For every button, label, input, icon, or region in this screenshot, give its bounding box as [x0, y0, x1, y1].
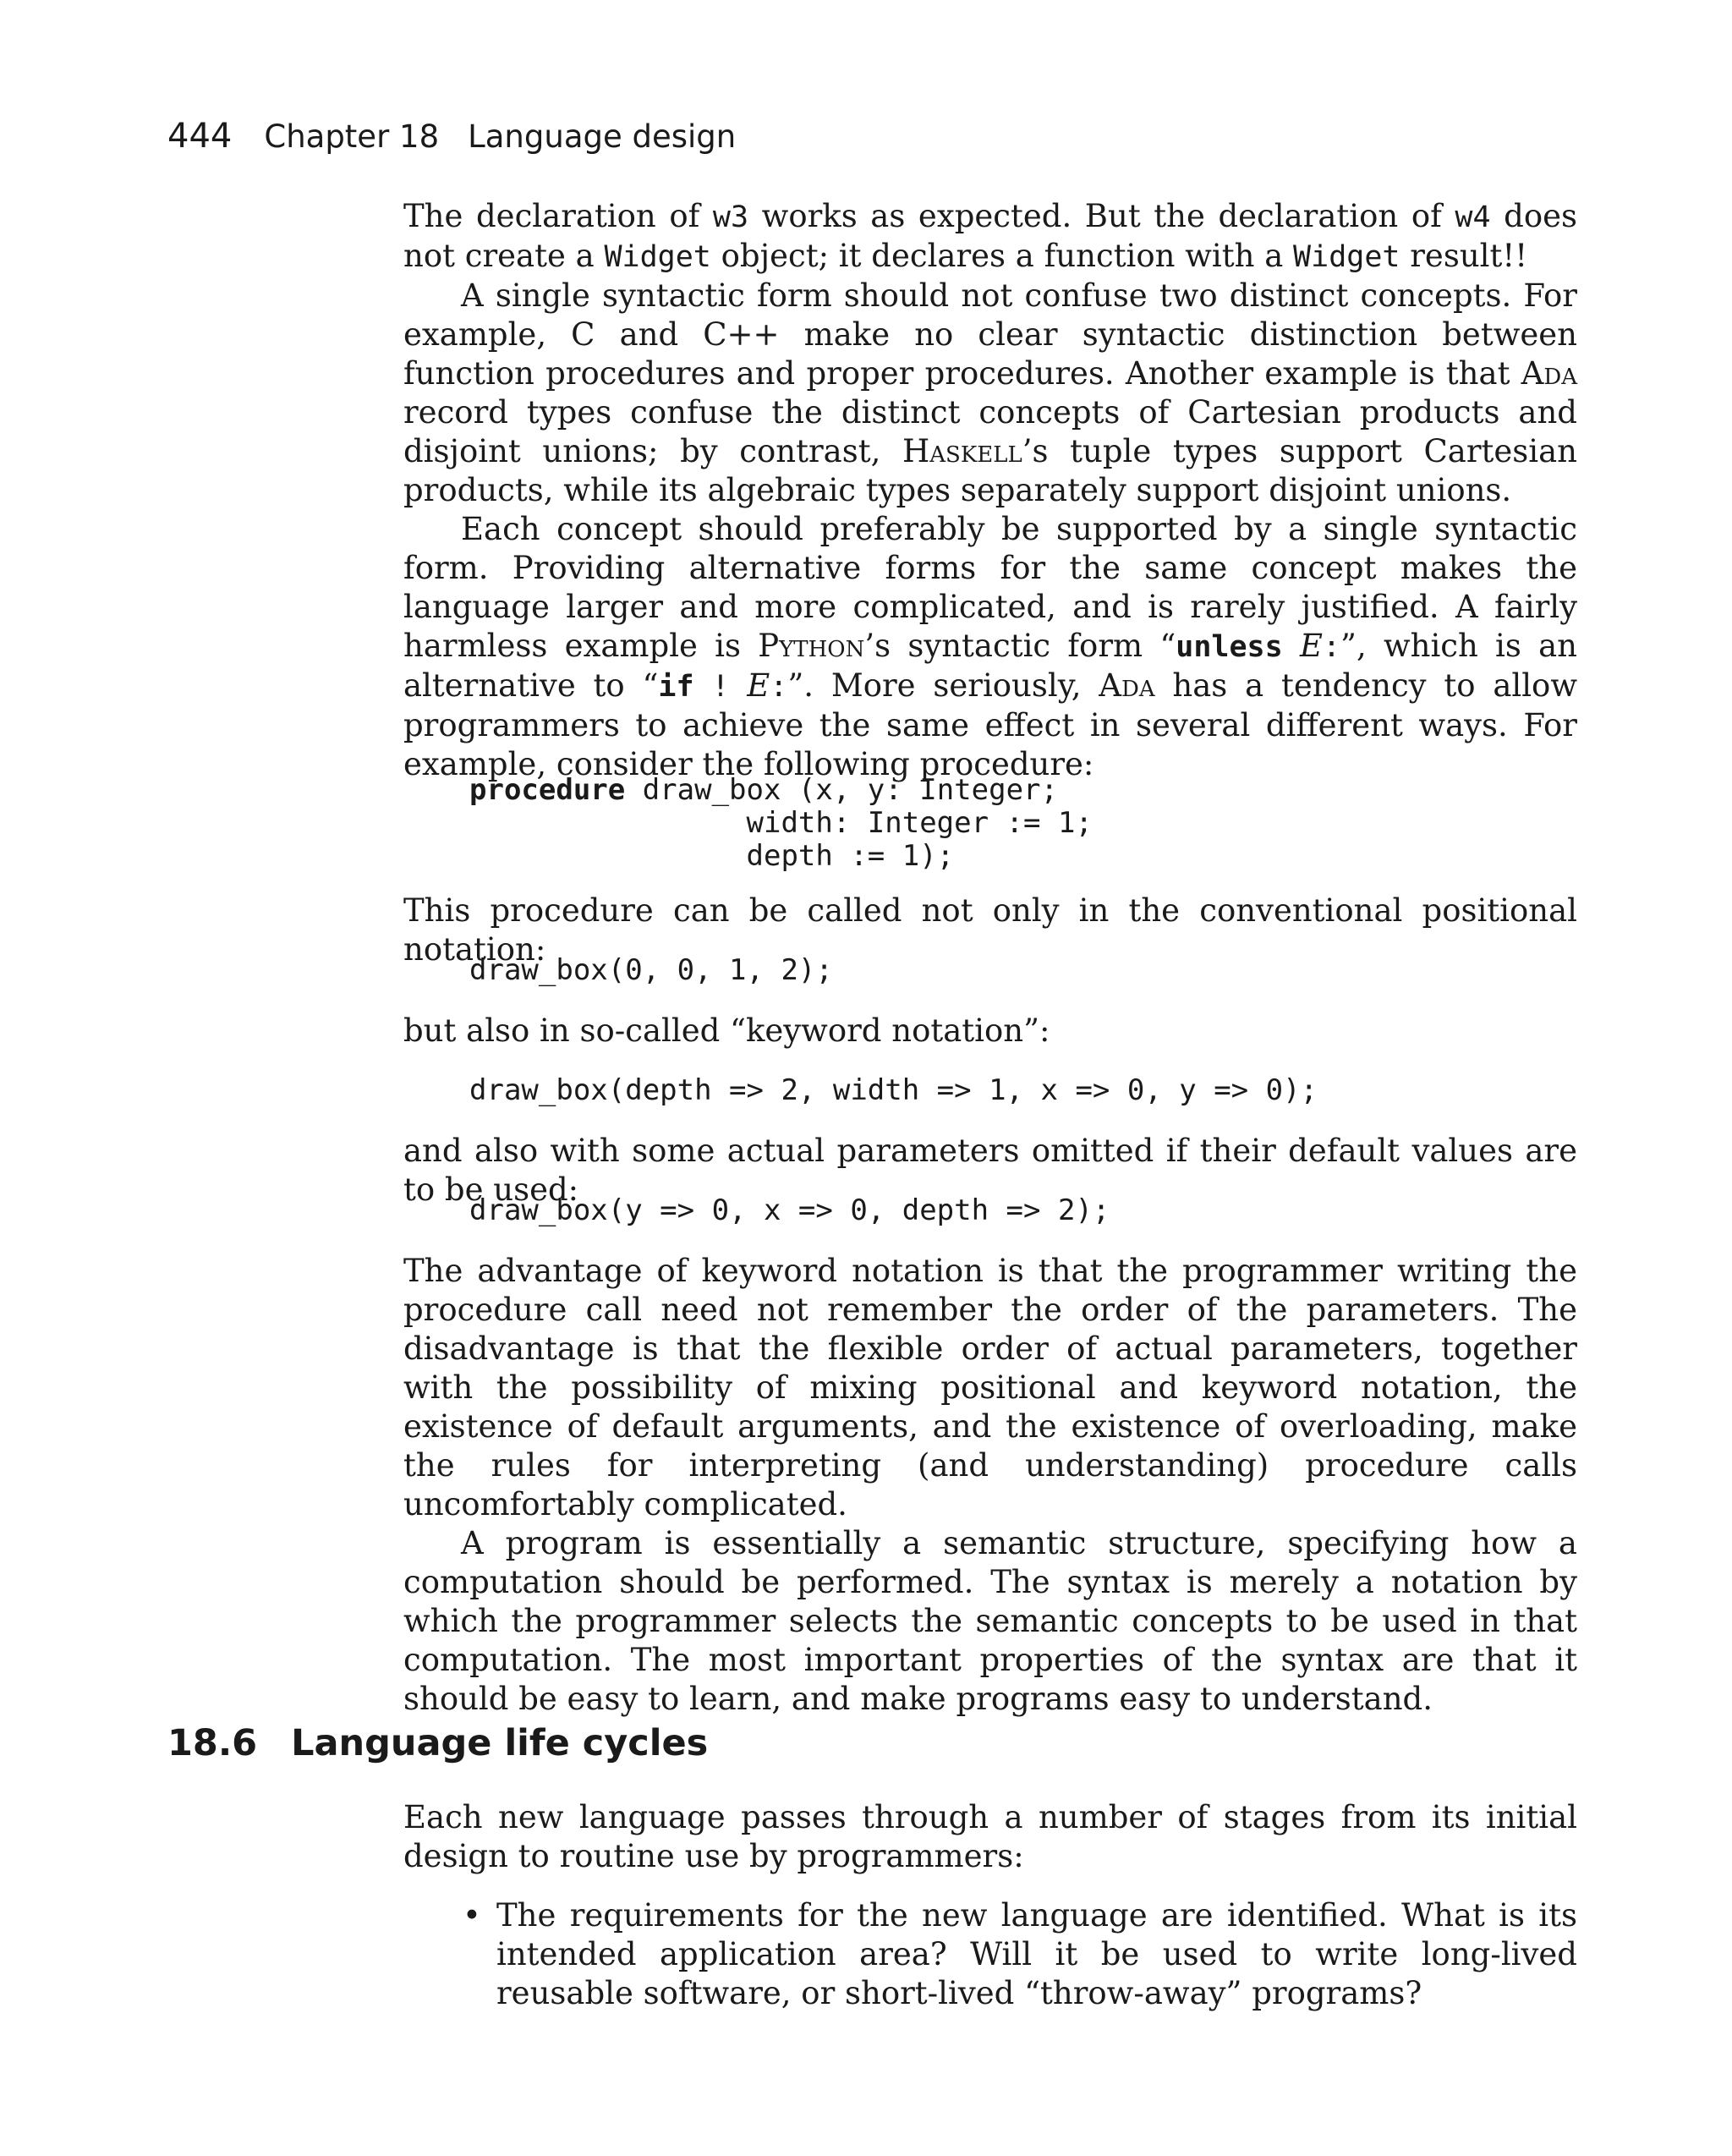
paragraph-semantic-structure: A program is essentially a semantic structure, specifying how a computation should be performed. The syntax is merely a notation by which the programmer selects the semantic concepts to be used in that computation. The most important properties of the syntax are that it should be easy to learn, and make programs easy to understand. [403, 1525, 1577, 1717]
paragraph-advantage: The advantage of keyword notation is that the programmer writing the procedure call need not remember the order of the parameters. The disadvantage is that the flexible order of actual parameters, together with the possibility of mixing positional and keyword notation, the existence of default arguments, and the existence of overloading, make the rules for interpreting (and understanding) procedure calls uncomfortably complicated. [403, 1253, 1577, 1522]
body-text-section [403, 1798, 1577, 2013]
chapter-label: Chapter 18 [264, 118, 440, 155]
paragraph-syntactic-form: A single syntactic form should not confuse two distinct concepts. For example, C and C++ make no clear syntactic distinction between function procedures and proper procedures. Another example is that Ada record types confuse the distinct concepts of Cartesian products and disjoint unions; by contrast, Haskell’s tuple types support Cartesian products, while its algebraic types separately support disjoint unions. [403, 277, 1577, 508]
bullet-icon: • [463, 1897, 481, 1934]
code-procedure-declaration: procedure draw_box (x, y: Integer; width: Integer := 1; depth := 1); [469, 773, 1093, 873]
paragraph-single-form: Each concept should preferably be supported by a single syntactic form. Providing alternative forms for the same concept makes the language larger and more complicated, and is rarely justified. A fairly harmless example is Python’s syntactic form “unless E:”, which is an alternative to “if ! E:”. More seriously, Ada has a tendency to allow programmers to achieve the same effect in several different ways. For example, consider the following procedure: [403, 511, 1577, 782]
list-item: • The requirements for the new language are identified. What is its intended application area? Will it be used to write long-lived reusable software, or short-lived “throw-away” programs? [463, 1897, 1577, 2011]
code-keyword-call: draw_box(depth => 2, width => 1, x => 0, y => 0); [469, 1073, 1318, 1107]
body-text-bottom [403, 1252, 1577, 1719]
page-number: 444 [167, 117, 233, 156]
section-number: 18.6 [167, 1722, 258, 1764]
body-text-top [403, 197, 1577, 784]
paragraph-defaults: and also with some actual parameters omitted if their default values are to be used: [403, 1133, 1577, 1208]
paragraph-stages: Each new language passes through a number of stages from its initial design to routine use by programmers: [403, 1799, 1577, 1874]
chapter-title: Language design [468, 118, 737, 155]
bullet-list [403, 1896, 1577, 2013]
paragraph-keyword: but also in so-called “keyword notation”: [403, 1012, 1050, 1049]
section-title: Language life cycles [291, 1722, 709, 1764]
code-positional-call: draw_box(0, 0, 1, 2); [469, 953, 833, 987]
paragraph-positional: This procedure can be called not only in the conventional positional notation: [403, 892, 1577, 968]
section-heading [167, 1722, 708, 1764]
paragraph-widget-declaration: The declaration of w3 works as expected. But the declaration of w4 does not create a Widget object; it declares a function with a Widget result!! [403, 198, 1577, 274]
code-default-call: draw_box(y => 0, x => 0, depth => 2); [469, 1193, 1110, 1227]
running-head [167, 117, 736, 156]
